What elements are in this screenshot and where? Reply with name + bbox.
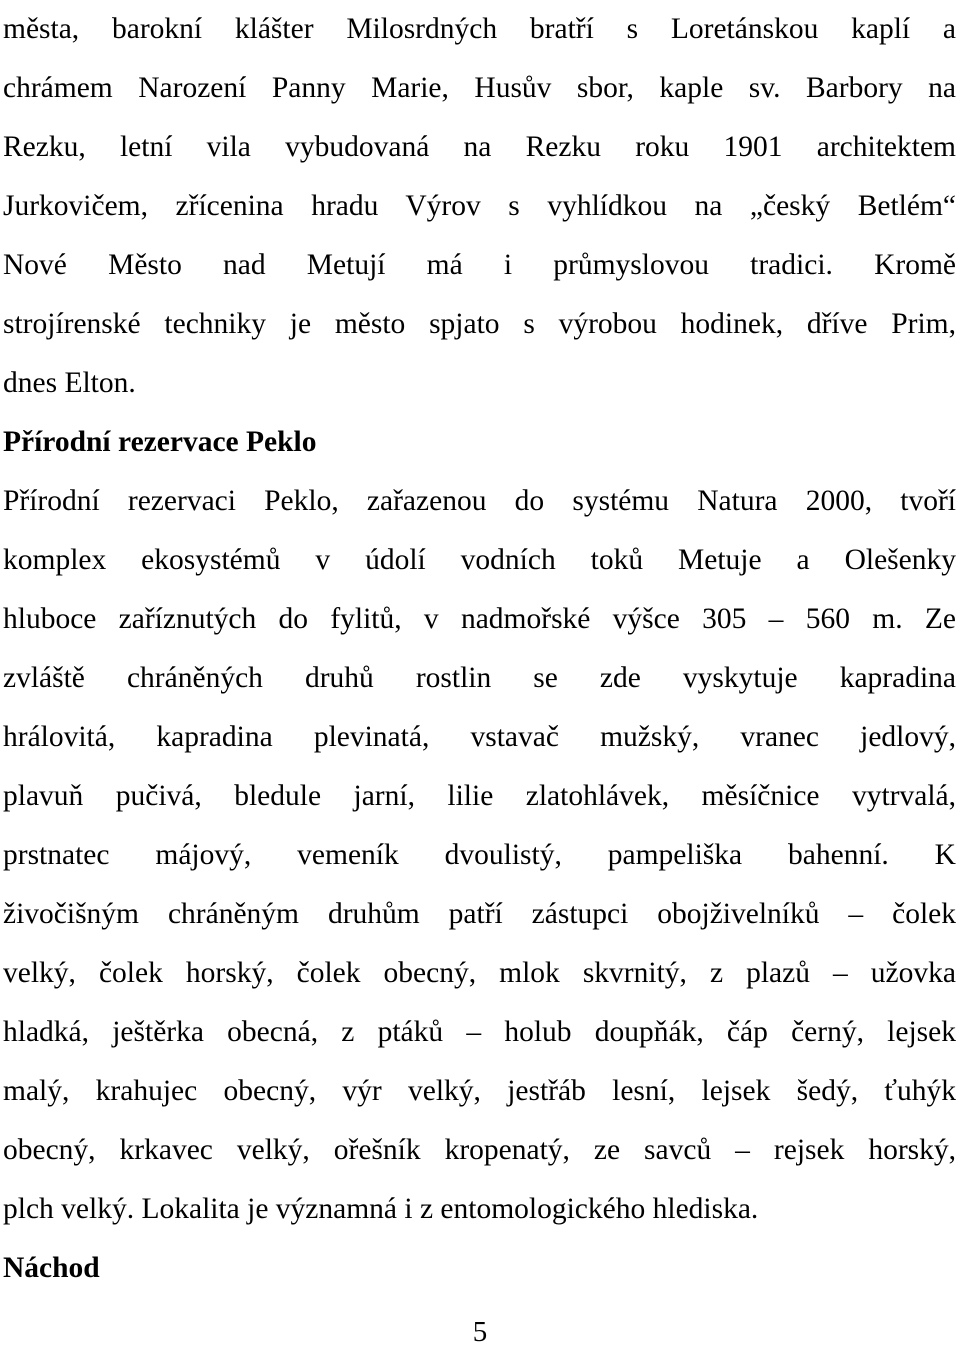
text-line: hladká, ještěrka obecná, z ptáků – holub doupňák, čáp černý, lejsek [3, 1016, 956, 1048]
text-line: komplex ekosystémů v údolí vodních toků Metuje a Olešenky [3, 544, 956, 576]
section-heading-nachod: Náchod [3, 1252, 100, 1284]
text-line: města, barokní klášter Milosrdných bratří s Loretánskou kaplí a [3, 13, 956, 45]
text-line: malý, krahujec obecný, výr velký, jestřáb lesní, lejsek šedý, ťuhýk [3, 1075, 956, 1107]
text-line: Jurkovičem, zřícenina hradu Výrov s vyhlídkou na „český Betlém“ [3, 190, 956, 222]
paragraph-monuments [3, 0, 956, 236]
paragraph-industry [3, 236, 956, 413]
text-line: plavuň pučivá, bledule jarní, lilie zlatohlávek, měsíčnice vytrvalá, [3, 780, 956, 812]
paragraph-peklo [3, 472, 956, 1239]
text-line: živočišným chráněným druhům patří zástupci obojživelníků – čolek [3, 898, 956, 930]
text-line: obecný, krkavec velký, ořešník kropenatý, ze savců – rejsek horský, [3, 1134, 956, 1166]
text-line: zvláště chráněných druhů rostlin se zde vyskytuje kapradina [3, 662, 956, 694]
text-line: dnes Elton. [3, 367, 136, 399]
text-line: plch velký. Lokalita je významná i z entomologického hlediska. [3, 1193, 759, 1225]
text-line: prstnatec májový, vemeník dvoulistý, pampeliška bahenní. K [3, 839, 956, 871]
document-page [3, 0, 956, 1298]
text-line: Rezku, letní vila vybudovaná na Rezku roku 1901 architektem [3, 131, 956, 163]
text-line: chrámem Narození Panny Marie, Husův sbor, kaple sv. Barbory na [3, 72, 956, 104]
text-line: hrálovitá, kapradina plevinatá, vstavač mužský, vranec jedlový, [3, 721, 956, 753]
text-line: velký, čolek horský, čolek obecný, mlok skvrnitý, z plazů – užovka [3, 957, 956, 989]
text-line: Nové Město nad Metují má i průmyslovou tradici. Kromě [3, 249, 956, 281]
section-heading-peklo: Přírodní rezervace Peklo [3, 426, 317, 458]
text-line: Přírodní rezervaci Peklo, zařazenou do systému Natura 2000, tvoří [3, 485, 956, 517]
text-line: strojírenské techniky je město spjato s výrobou hodinek, dříve Prim, [3, 308, 956, 340]
text-line: hluboce zaříznutých do fylitů, v nadmořské výšce 305 – 560 m. Ze [3, 603, 956, 635]
page-number: 5 [472, 1316, 488, 1348]
